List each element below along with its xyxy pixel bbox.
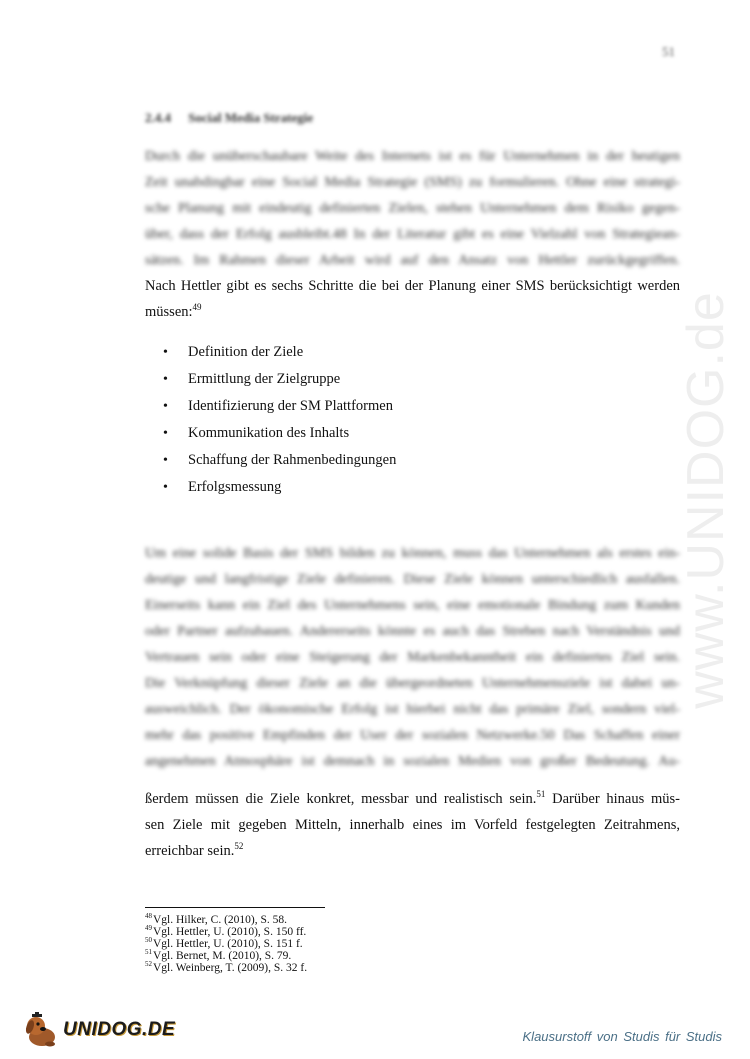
goals-paragraph-visible xyxy=(145,786,680,864)
footnote xyxy=(145,962,307,974)
body-text: müssen: xyxy=(145,304,193,320)
dog-mascot-icon xyxy=(22,1012,62,1048)
list-item-label: Identifizierung der SM Plattformen xyxy=(188,398,393,414)
blurred-line: Die Verknüpfung dieser Ziele an die übergeordneten Unternehmensziele ist dabei un- xyxy=(145,676,680,691)
body-text: Darüber hinaus müs- xyxy=(545,791,681,807)
section-number: 2.4.4 xyxy=(145,110,171,125)
list-item-label: Schaffung der Rahmenbedingungen xyxy=(188,452,397,468)
blurred-line: Durch die unüberschaubare Weite des Internets ist es für Unternehmen in der heutigen xyxy=(145,149,680,164)
footnote-ref[interactable]: 49 xyxy=(192,302,202,313)
blurred-line: ausweichlich. Der ökonomische Erfolg ist hierbei nicht das primäre Ziel, sondern viel- xyxy=(145,702,680,717)
section-heading xyxy=(145,110,313,126)
page-number: 51 xyxy=(662,44,675,59)
blurred-line: oder Partner aufzubauen. Andererseits könnte es auch das Streben nach Verständnis und xyxy=(145,624,680,639)
footnote-text: Vgl. Hettler, U. (2010), S. 151 f. xyxy=(153,938,303,950)
section-title: Social Media Strategie xyxy=(188,110,314,125)
footnote-text: Vgl. Hettler, U. (2010), S. 150 ff. xyxy=(153,926,307,938)
sms-steps-list xyxy=(163,339,396,501)
footnote-number: 49 xyxy=(145,924,152,933)
bullet-icon: • xyxy=(163,345,168,360)
watermark: www.UNIDOG.de xyxy=(677,291,735,709)
body-line xyxy=(145,299,680,325)
bullet-icon: • xyxy=(163,453,168,468)
blurred-line: Um eine solide Basis der SMS bilden zu können, muss das Unternehmen als erstes ein- xyxy=(145,546,680,561)
blurred-paragraph-intro xyxy=(145,144,680,274)
blurred-line: Einerseits kann ein Ziel des Unternehmens sein, eine emotionale Bindung zum Kunden xyxy=(145,598,680,613)
footnote xyxy=(145,938,307,950)
blurred-line: Vertrauen sein oder eine Steigerung der Markenbekanntheit ein definiertes Ziel sein. xyxy=(145,650,680,665)
blurred-line: über, dass der Erfolg ausbleibt.48 In der Literatur gibt es eine Vielzahl von Strategiean- xyxy=(145,227,680,242)
footnote xyxy=(145,950,307,962)
list-item xyxy=(163,339,396,366)
footnote-text: Vgl. Hilker, C. (2010), S. 58. xyxy=(153,914,288,926)
list-item-label: Erfolgsmessung xyxy=(188,479,282,495)
list-item-label: Kommunikation des Inhalts xyxy=(188,425,350,441)
footnote-number: 48 xyxy=(145,912,152,921)
footnote xyxy=(145,926,307,938)
list-item-label: Ermittlung der Zielgruppe xyxy=(188,371,341,387)
footnote-text: Vgl. Bernet, M. (2010), S. 79. xyxy=(153,950,292,962)
footnote-number: 52 xyxy=(145,960,152,969)
blurred-line: deutige und langfristige Ziele definieren. Diese Ziele können unterschiedlich ausfallen. xyxy=(145,572,680,587)
footnote xyxy=(145,914,307,926)
list-item xyxy=(163,393,396,420)
footnote-divider xyxy=(145,907,325,908)
blurred-line: mehr das positive Empfinden der User der sozialen Netzwerke.50 Das Schaffen einer xyxy=(145,728,680,743)
body-line: sen Ziele mit gegeben Mitteln, innerhalb eines im Vorfeld festgelegten Zeitrahmens, xyxy=(145,817,680,833)
blurred-line: Zeit unabdingbar eine Social Media Strategie (SMS) zu formulieren. Ohne eine strategi- xyxy=(145,175,680,190)
footnote-text: Vgl. Weinberg, T. (2009), S. 32 f. xyxy=(153,962,308,974)
list-item xyxy=(163,366,396,393)
body-line xyxy=(145,838,680,864)
intro-paragraph-visible xyxy=(145,273,680,325)
blurred-line: angenehmen Atmosphäre ist demnach in sozialen Medien von großer Bedeutung. Au- xyxy=(145,754,680,769)
list-item xyxy=(163,474,396,501)
bullet-icon: • xyxy=(163,426,168,441)
unidog-logo[interactable] xyxy=(22,1012,175,1048)
body-line: Nach Hettler gibt es sechs Schritte die bei der Planung einer SMS berücksichtigt werden xyxy=(145,278,680,294)
bullet-icon: • xyxy=(163,399,168,414)
blurred-paragraph-goals xyxy=(145,541,680,775)
bullet-icon: • xyxy=(163,480,168,495)
tagline: Klausurstoff von Studis für Studis xyxy=(522,1029,722,1044)
footnote-ref[interactable]: 51 xyxy=(536,789,546,800)
body-line xyxy=(145,786,680,812)
list-item xyxy=(163,420,396,447)
list-item-label: Definition der Ziele xyxy=(188,344,304,360)
body-text: erreichbar sein. xyxy=(145,843,235,859)
footnote-ref[interactable]: 52 xyxy=(234,841,244,852)
footnote-number: 51 xyxy=(145,948,152,957)
bullet-icon: • xyxy=(163,372,168,387)
blurred-line: sche Planung mit eindeutig definierten Zielen, stehen Unternehmen dem Risiko gegen- xyxy=(145,201,680,216)
logo-text: UNIDOG.DE xyxy=(63,1019,176,1040)
footnote-number: 50 xyxy=(145,936,152,945)
list-item xyxy=(163,447,396,474)
body-text: ßerdem müssen die Ziele konkret, messbar und realistisch sein. xyxy=(145,791,537,807)
blurred-line: sätzen. Im Rahmen dieser Arbeit wird auf den Ansatz von Hettler zurückgegriffen. xyxy=(145,253,680,268)
footnotes xyxy=(145,914,307,974)
